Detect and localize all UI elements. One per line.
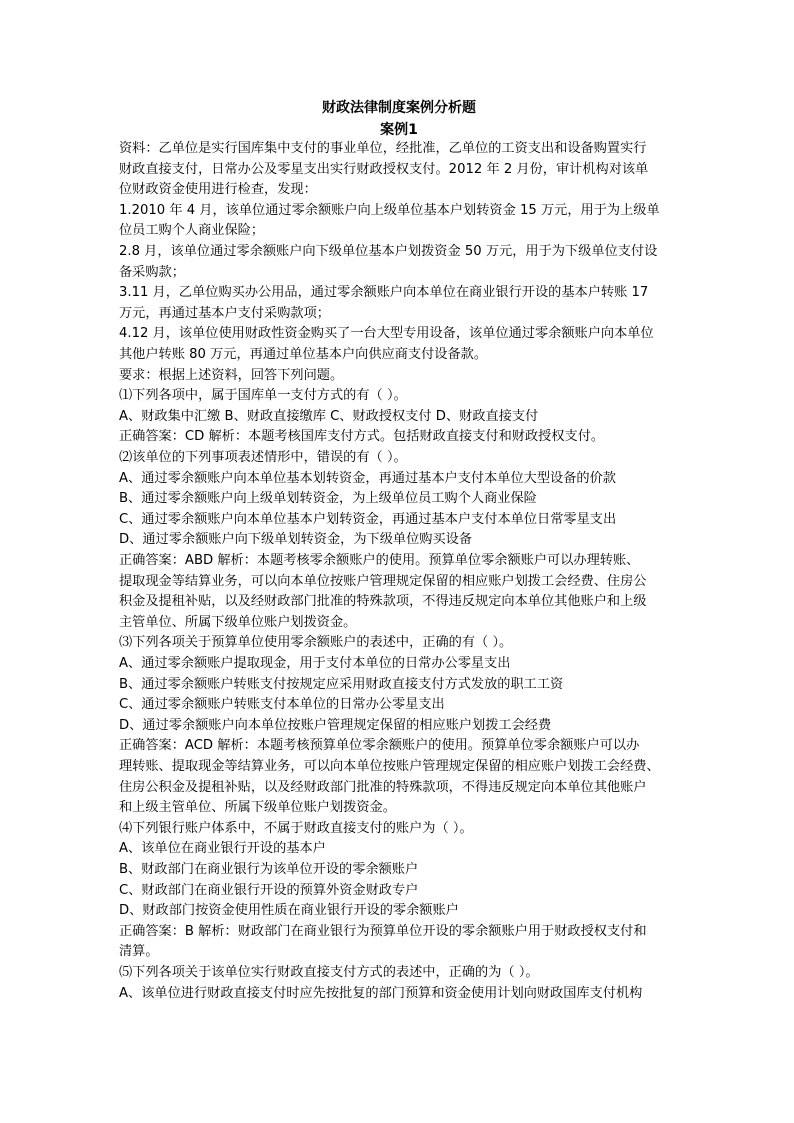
body-line: 正确答案：ABD 解析：本题考核零余额账户的使用。预算单位零余额账户可以办理转账、 <box>119 553 640 568</box>
body-line: 要求：根据上述资料，回答下列问题。 <box>119 367 344 383</box>
body-line: 4.12 月，该单位使用财政性资金购买了一台大型专用设备，该单位通过零余额账户向本单位 <box>119 326 654 342</box>
body-line: 主管单位、所属下级单位账户划拨资金。 <box>119 614 357 630</box>
body-line: D、通过零余额账户向本单位按账户管理规定保留的相应账户划拨工会经费 <box>119 717 552 733</box>
case-heading: 案例1 <box>380 122 418 138</box>
body-line: B、通过零余额账户向上级单划转资金，为上级单位员工购个人商业保险 <box>119 491 537 507</box>
body-line: C、财政部门在商业银行开设的预算外资金财政专户 <box>119 882 419 898</box>
body-line: 万元，再通过基本户支付采购款项； <box>119 305 330 321</box>
body-line: 1.2010 年 4 月，该单位通过零余额账户向上级单位基本户划转资金 15 万元，用于为上级单 <box>119 202 660 218</box>
body-line: 其他户转账 80 万元，再通过单位基本户向供应商支付设备款。 <box>119 347 488 362</box>
body-line: C、通过零余额账户向本单位基本户划转资金，再通过基本户支付本单位日常零星支出 <box>119 511 617 527</box>
body-line: 位员工购个人商业保险； <box>119 223 265 239</box>
body-line: 提取现金等结算业务，可以向本单位按账户管理规定保留的相应账户划拨工会经费、住房公 <box>119 573 647 589</box>
body-line: 备采购款； <box>119 264 185 280</box>
body-line: ⑵该单位的下列事项表述情形中，错误的有（ ）。 <box>119 450 407 465</box>
body-line: C、通过零余额账户转账支付本单位的日常办公零星支出 <box>119 697 445 713</box>
body-line: ⑶下列各项关于预算单位使用零余额账户的表述中，正确的有（ ）。 <box>119 635 513 651</box>
body-line: D、通过零余额账户向下级单划转资金，为下级单位购买设备 <box>119 532 473 548</box>
body-line: 正确答案：ACD 解析：本题考核预算单位零余额账户的使用。预算单位零余额账户可以办 <box>119 738 640 754</box>
body-line: 和上级主管单位、所属下级单位账户划拨资金。 <box>119 800 396 816</box>
body-line: 正确答案：CD 解析：本题考核国库支付方式。包括财政直接支付和财政授权支付。 <box>119 429 605 445</box>
body-line: 正确答案：B 解析：财政部门在商业银行为预算单位开设的零余额账户用于财政授权支付和 <box>119 923 647 939</box>
body-line: ⑷下列银行账户体系中，不属于财政直接支付的账户为（ ）。 <box>119 820 473 836</box>
body-line: A、通过零余额账户提取现金，用于支付本单位的日常办公零星支出 <box>119 656 511 671</box>
body-line: 3.11 月，乙单位购买办公用品，通过零余额账户向本单位在商业银行开设的基本户转账 17 <box>119 285 649 301</box>
body-line: 2.8 月，该单位通过零余额账户向下级单位基本户划拨资金 50 万元，用于为下级单位支付设 <box>119 244 658 259</box>
body-line: 位财政资金使用进行检查，发现： <box>119 182 317 198</box>
body-line: A、财政集中汇缴 B、财政直接缴库 C、财政授权支付 D、财政直接支付 <box>119 408 539 424</box>
body-line: 资料：乙单位是实行国库集中支付的事业单位，经批准，乙单位的工资支出和设备购置实行 <box>119 141 647 156</box>
body-line: 理转账、提取现金等结算业务，可以向本单位按账户管理规定保留的相应账户划拨工会经费、 <box>119 759 660 774</box>
body-line: A、该单位进行财政直接支付时应先按批复的部门预算和资金使用计划向财政国库支付机构 <box>119 985 643 1001</box>
body-line: A、该单位在商业银行开设的基本户 <box>119 841 326 857</box>
body-line: 清算。 <box>119 944 159 960</box>
body-line: D、财政部门按资金使用性质在商业银行开设的零余额账户 <box>119 903 459 919</box>
body-line: 财政直接支付，日常办公及零星支出实行财政授权支付。2012 年 2 月份，审计机构对该单 <box>119 161 649 177</box>
body-line: 住房公积金及提租补贴，以及经财政部门批准的特殊款项，不得违反规定向本单位其他账户 <box>119 779 647 795</box>
body-line: ⑸下列各项关于该单位实行财政直接支付方式的表述中，正确的为（ ）。 <box>119 965 539 980</box>
body-line: B、财政部门在商业银行为该单位开设的零余额账户 <box>119 862 419 877</box>
document-title: 财政法律制度案例分析题 <box>322 100 476 116</box>
body-line: A、通过零余额账户向本单位基本划转资金，再通过基本户支付本单位大型设备的价款 <box>119 470 616 486</box>
body-line: 积金及提租补贴，以及经财政部门批准的特殊款项，不得违反规定向本单位其他账户和上级 <box>119 594 647 610</box>
body-line: B、通过零余额账户转账支付按规定应采用财政直接支付方式发放的职工工资 <box>119 676 564 692</box>
body-line: ⑴下列各项中，属于国库单一支付方式的有（ ）。 <box>119 388 407 404</box>
